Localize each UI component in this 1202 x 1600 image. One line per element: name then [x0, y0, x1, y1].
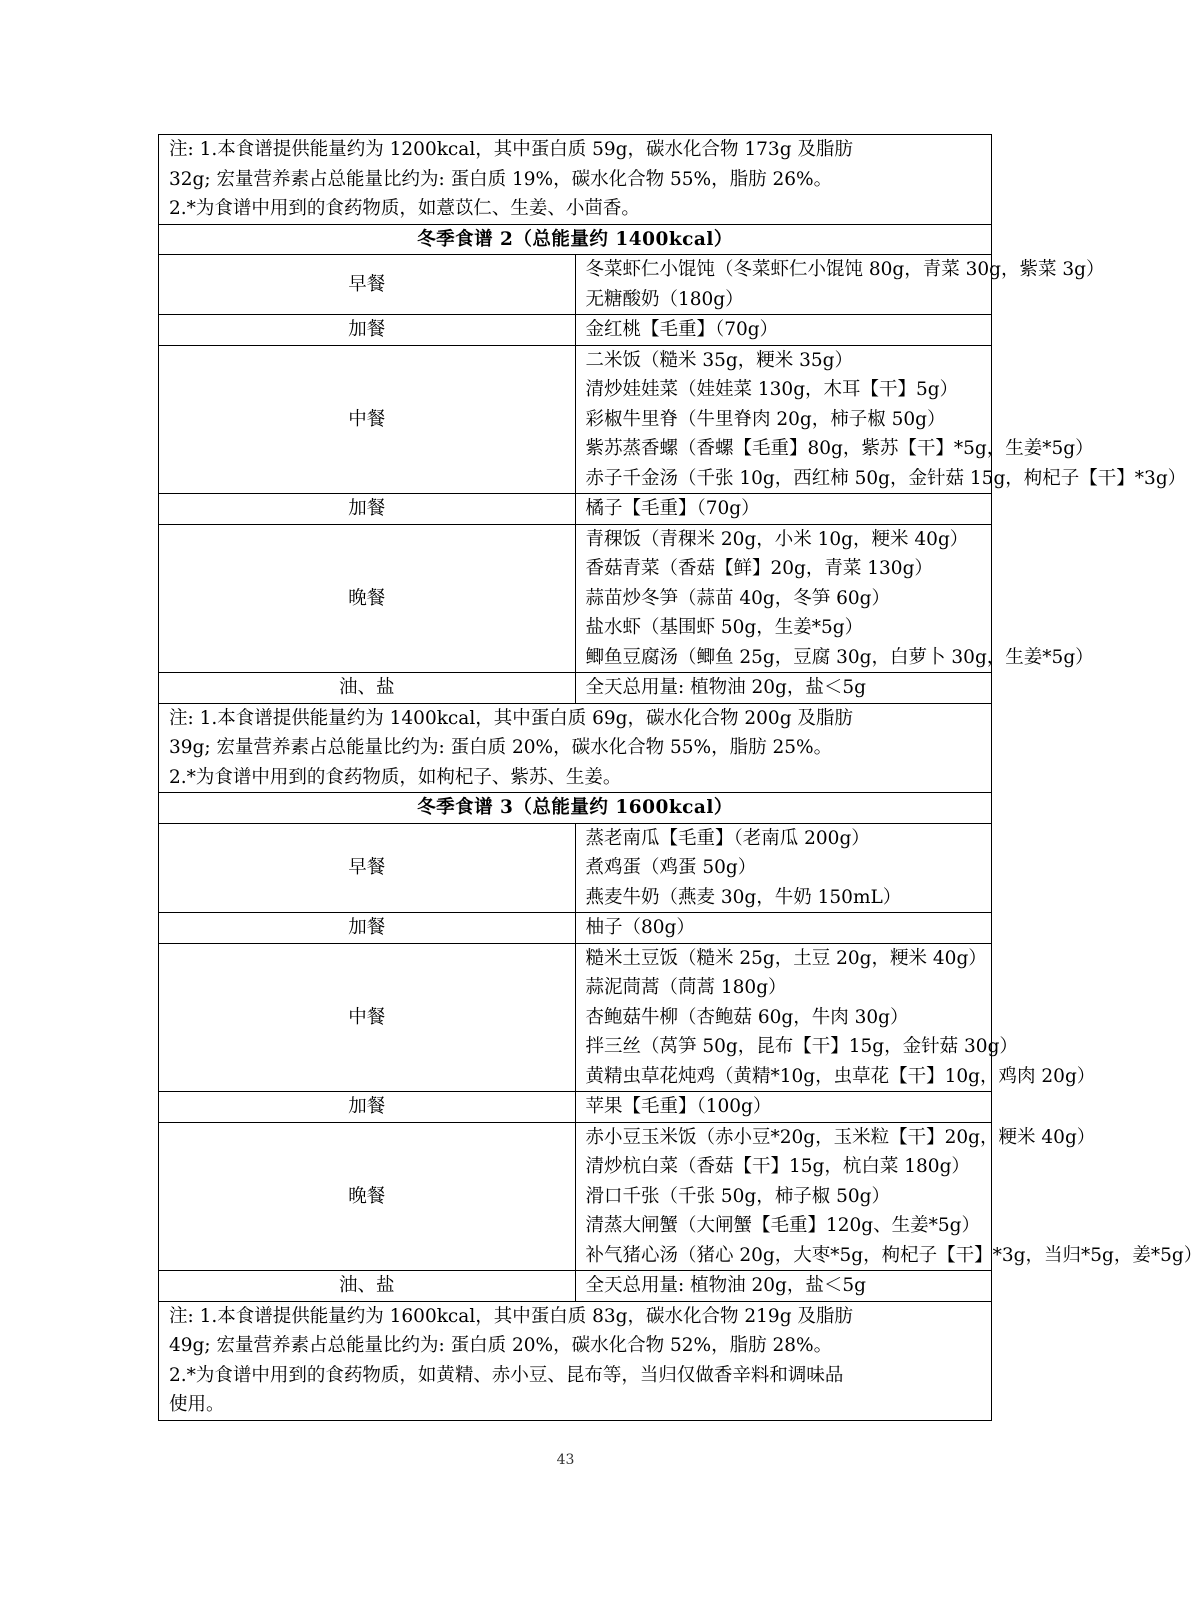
- dish-item: 橘子【毛重】（70g）: [585, 498, 760, 519]
- dish-item: 拌三丝（莴笋 50g，昆布【干】15g，金针菇 30g）: [585, 1036, 1018, 1057]
- meal-label: 加餐: [159, 494, 576, 525]
- meal-items: [575, 255, 1105, 315]
- meal-row: [159, 1271, 992, 1302]
- note-line: 49g; 宏量营养素占总能量比约为: 蛋白质 20%，碳水化合物 52%，脂肪 28%。: [169, 1335, 833, 1356]
- meal-row: [159, 345, 992, 494]
- meal-row: [159, 673, 992, 704]
- meal-items: [575, 494, 992, 525]
- dish-item: 彩椒牛里脊（牛里脊肉 20g，柿子椒 50g）: [585, 408, 946, 430]
- dish-item: 香菇青菜（香菇【鲜】20g，青菜 130g）: [585, 558, 933, 579]
- meal-row: [159, 524, 992, 673]
- recipe-title: 冬季食谱 2（总能量约 1400kcal）: [159, 224, 992, 255]
- meal-label: 晚餐: [159, 524, 576, 673]
- note-line: 2.*为食谱中用到的食药物质，如枸杞子、紫苏、生姜。: [169, 766, 622, 788]
- recipe1-note-cell: [159, 135, 992, 225]
- meal-row: [159, 494, 992, 525]
- meal-row: [159, 943, 992, 1092]
- meal-label: 早餐: [159, 823, 576, 913]
- meal-items: [575, 1271, 992, 1302]
- meal-items: [575, 823, 992, 913]
- dish-item: 清蒸大闸蟹（大闸蟹【毛重】120g、生姜*5g）: [585, 1215, 981, 1236]
- dish-item: 青稞饭（青稞米 20g，小米 10g，粳米 40g）: [585, 528, 969, 550]
- meal-label: 中餐: [159, 345, 576, 494]
- dish-item: 补气猪心汤（猪心 20g，大枣*5g，枸杞子【干】*3g，当归*5g，姜*5g）: [585, 1244, 1202, 1266]
- note-line: 2.*为食谱中用到的食药物质，如薏苡仁、生姜、小茴香。: [169, 198, 640, 219]
- meal-items: [575, 1122, 1202, 1271]
- dish-item: 糙米土豆饭（糙米 25g，土豆 20g，粳米 40g）: [585, 947, 987, 969]
- meal-label: 加餐: [159, 913, 576, 944]
- meal-items: [575, 524, 1094, 673]
- dish-item: 清炒杭白菜（香菇【干】15g，杭白菜 180g）: [585, 1156, 970, 1177]
- dish-item: 二米饭（糙米 35g，粳米 35g）: [585, 349, 854, 371]
- meal-items: [575, 943, 1096, 1092]
- meal-row: [159, 1122, 992, 1271]
- recipe2-note: [159, 703, 992, 793]
- dish-item: 紫苏蒸香螺（香螺【毛重】80g，紫苏【干】*5g，生姜*5g）: [585, 438, 1094, 459]
- dish-item: 全天总用量: 植物油 20g，盐＜5g: [585, 1275, 866, 1296]
- note-line: 39g; 宏量营养素占总能量比约为: 蛋白质 20%，碳水化合物 55%，脂肪 25%。: [169, 737, 833, 758]
- dish-item: 赤子千金汤（千张 10g，西红柿 50g，金针菇 15g，枸杞子【干】*3g）: [585, 467, 1187, 489]
- note-line: 注: 1.本食谱提供能量约为 1600kcal，其中蛋白质 83g，碳水化合物 219g 及脂肪: [169, 1305, 853, 1327]
- recipe2-note-cell: [159, 703, 992, 793]
- page-number: 43: [556, 1452, 575, 1468]
- note-line: 注: 1.本食谱提供能量约为 1400kcal，其中蛋白质 69g，碳水化合物 200g 及脂肪: [169, 707, 853, 729]
- meal-row: [159, 913, 992, 944]
- dish-item: 煮鸡蛋（鸡蛋 50g）: [585, 857, 757, 878]
- meal-label: 油、盐: [159, 1271, 576, 1302]
- meal-row: [159, 1092, 992, 1123]
- meal-items: [575, 315, 992, 346]
- dish-item: 金红桃【毛重】（70g）: [585, 319, 779, 340]
- note-line: 使用。: [169, 1394, 225, 1415]
- dish-item: 冬菜虾仁小馄饨（冬菜虾仁小馄饨 80g，青菜 30g，紫菜 3g）: [585, 259, 1105, 280]
- note-line: 32g; 宏量营养素占总能量比约为: 蛋白质 19%，碳水化合物 55%，脂肪 26%。: [169, 168, 833, 190]
- recipe-title: 冬季食谱 3（总能量约 1600kcal）: [159, 793, 992, 824]
- meal-label: 晚餐: [159, 1122, 576, 1271]
- dish-item: 黄精虫草花炖鸡（黄精*10g，虫草花【干】10g，鸡肉 20g）: [585, 1065, 1096, 1087]
- meal-row: [159, 823, 992, 913]
- dish-item: 全天总用量: 植物油 20g，盐＜5g: [585, 677, 866, 698]
- dish-item: 杏鲍菇牛柳（杏鲍菇 60g，牛肉 30g）: [585, 1006, 909, 1028]
- dish-item: 滑口千张（千张 50g，柿子椒 50g）: [585, 1185, 891, 1207]
- meal-label: 早餐: [159, 255, 576, 315]
- meal-items: [575, 1092, 992, 1123]
- recipe3-title-row: [159, 793, 992, 824]
- recipe-table-body: [159, 135, 1202, 1421]
- recipe-table: [158, 134, 1202, 1421]
- meal-items: [575, 345, 1187, 494]
- dish-item: 赤小豆玉米饭（赤小豆*20g，玉米粒【干】20g，粳米 40g）: [585, 1126, 1096, 1148]
- recipe3-note: [159, 1301, 992, 1420]
- meal-items: [575, 673, 992, 704]
- meal-label: 中餐: [159, 943, 576, 1092]
- dish-item: 蒜苗炒冬笋（蒜苗 40g，冬笋 60g）: [585, 587, 891, 609]
- recipe2-title-row: [159, 224, 992, 255]
- dish-item: 蒸老南瓜【毛重】（老南瓜 200g）: [585, 827, 870, 849]
- dish-item: 苹果【毛重】（100g）: [585, 1096, 772, 1117]
- dish-item: 无糖酸奶（180g）: [585, 288, 744, 310]
- note-line: 2.*为食谱中用到的食药物质，如黄精、赤小豆、昆布等，当归仅做香辛料和调味品: [169, 1364, 844, 1386]
- meal-row: [159, 255, 992, 315]
- meal-label: 加餐: [159, 1092, 576, 1123]
- meal-label: 加餐: [159, 315, 576, 346]
- dish-item: 燕麦牛奶（燕麦 30g，牛奶 150mL）: [585, 886, 902, 908]
- dish-item: 鲫鱼豆腐汤（鲫鱼 25g，豆腐 30g，白萝卜 30g，生姜*5g）: [585, 646, 1094, 668]
- note-line: 注: 1.本食谱提供能量约为 1200kcal，其中蛋白质 59g，碳水化合物 173g 及脂肪: [169, 139, 853, 160]
- meal-items: [575, 913, 992, 944]
- recipe3-note-cell: [159, 1301, 992, 1420]
- recipe1-note: [159, 135, 992, 225]
- dish-item: 柚子（80g）: [585, 917, 695, 938]
- dish-item: 蒜泥茼蒿（茼蒿 180g）: [585, 977, 787, 998]
- meal-label: 油、盐: [159, 673, 576, 704]
- dish-item: 清炒娃娃菜（娃娃菜 130g，木耳【干】5g）: [585, 379, 959, 400]
- meal-row: [159, 315, 992, 346]
- dish-item: 盐水虾（基围虾 50g，生姜*5g）: [585, 617, 864, 638]
